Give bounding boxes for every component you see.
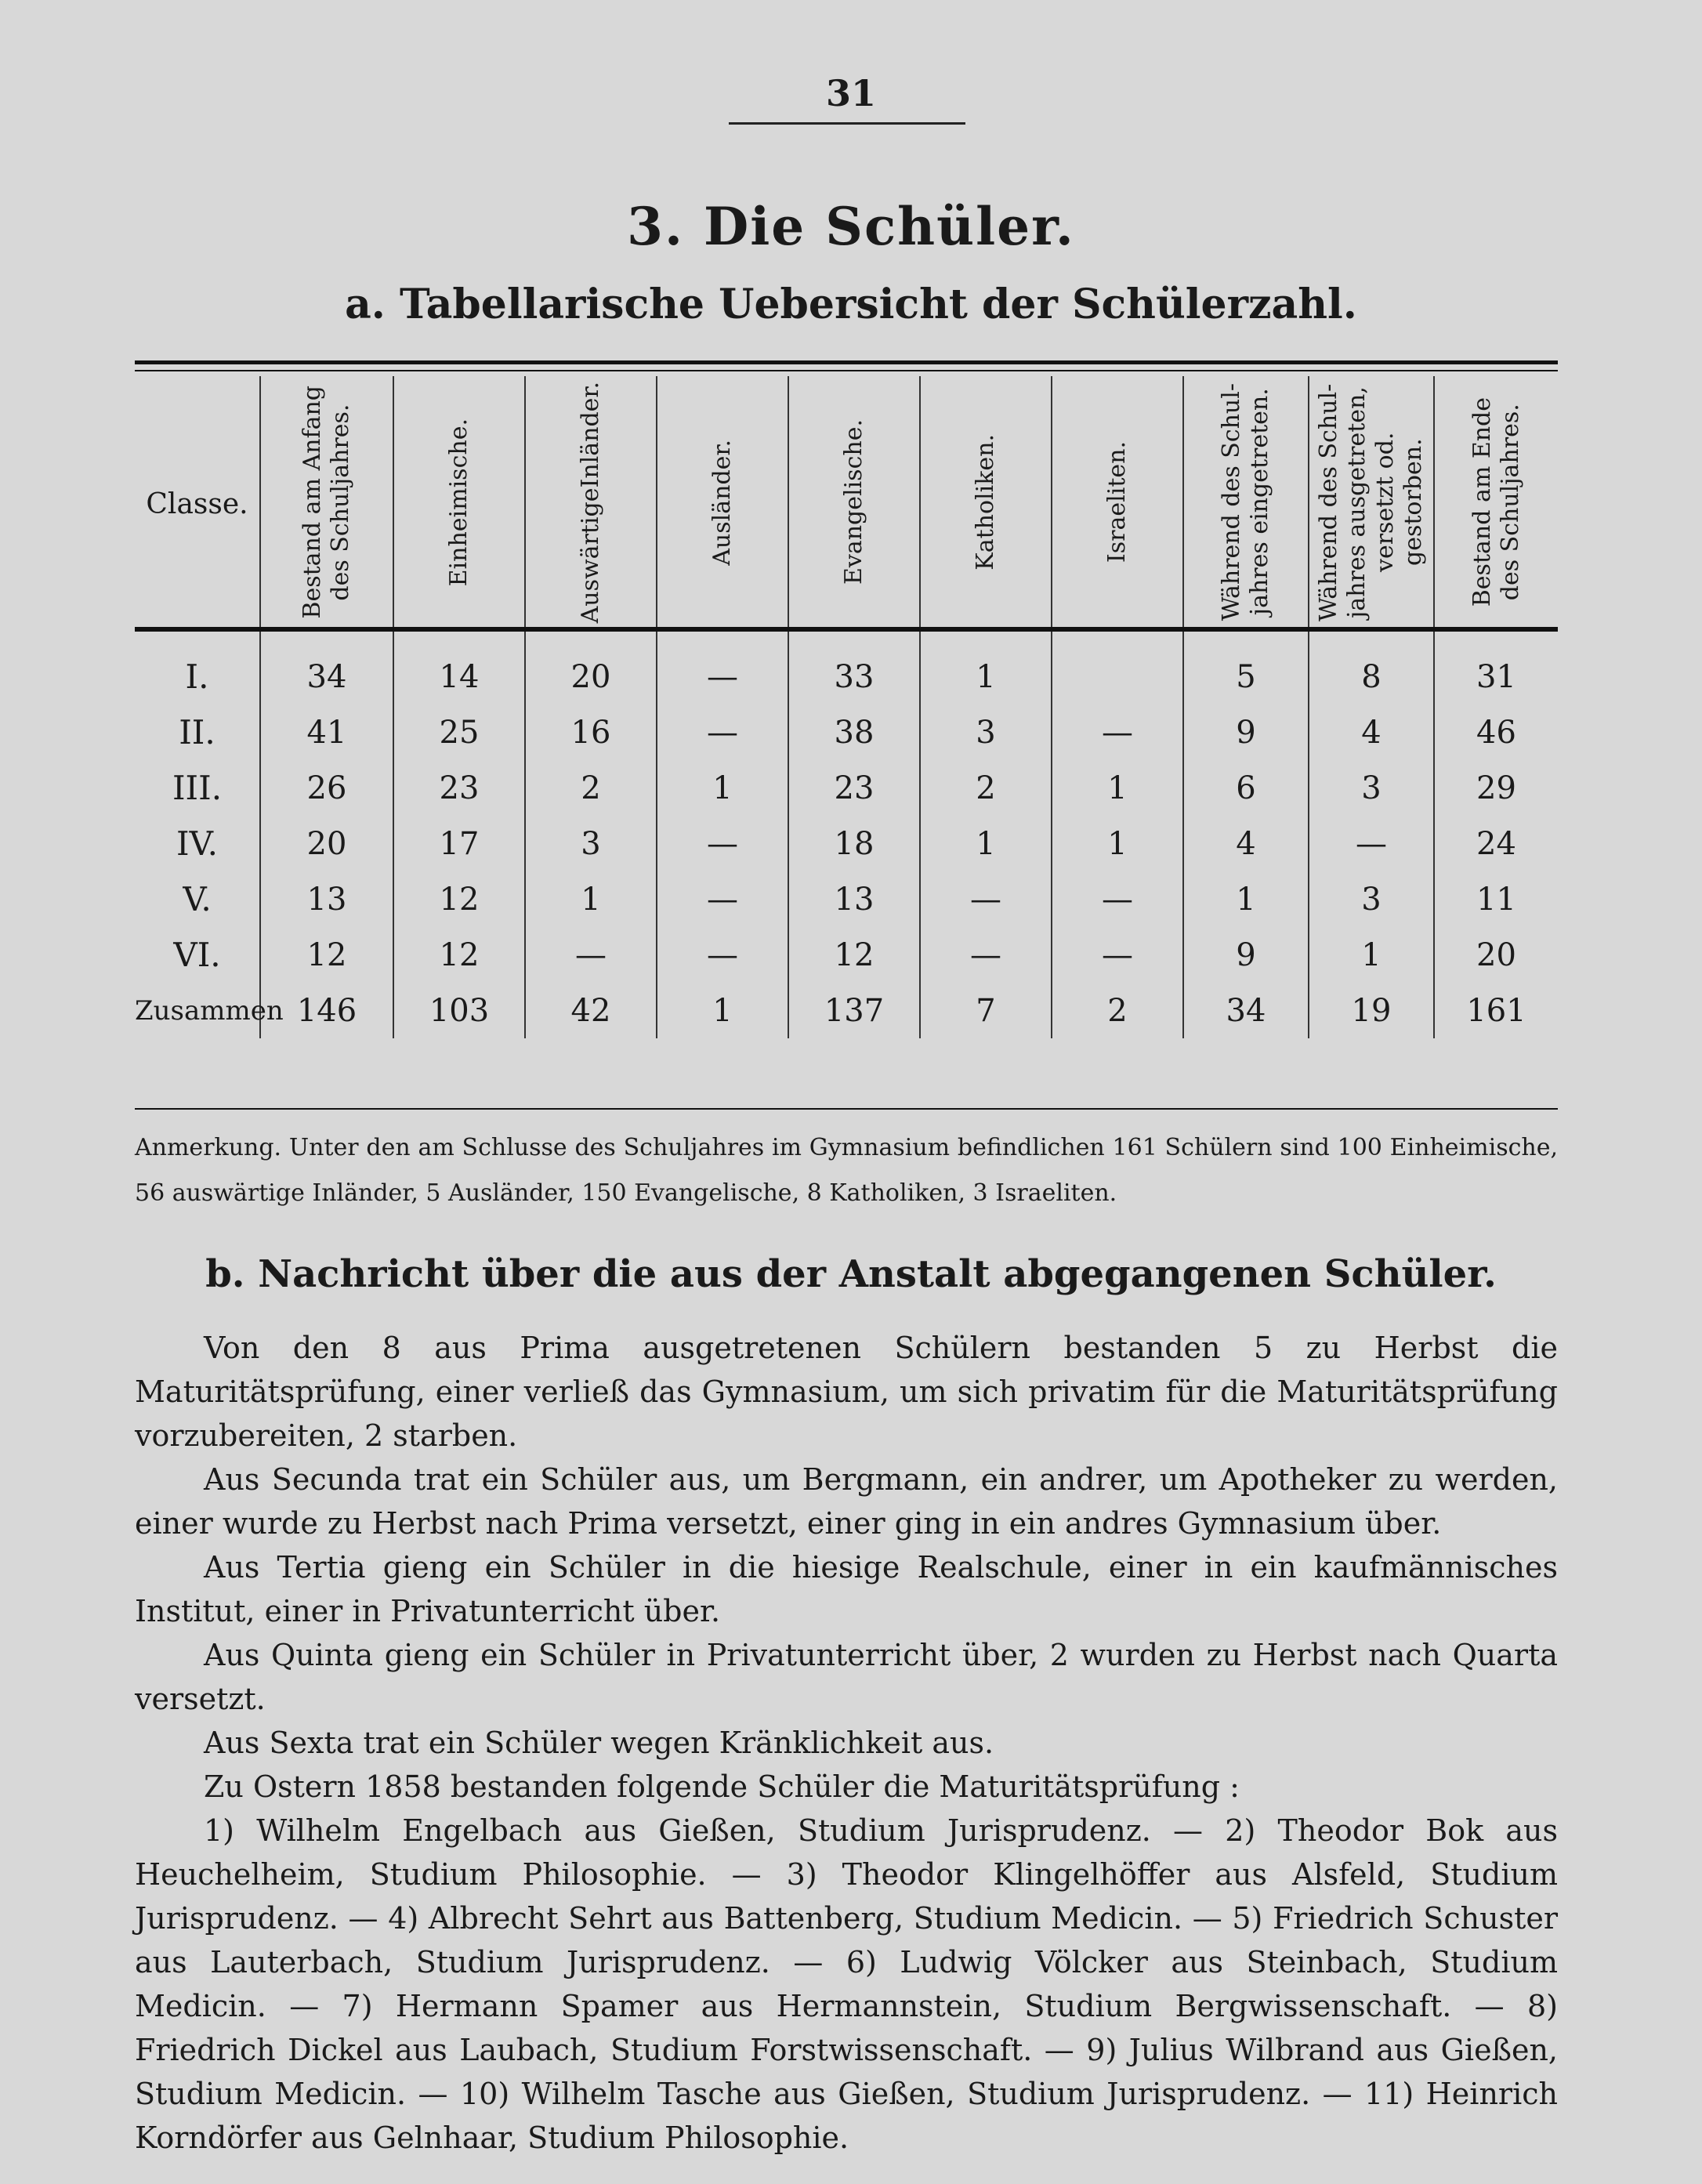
table-cell: 34 (260, 632, 393, 704)
table-cell: 8 (1309, 632, 1434, 704)
table-cell: 161 (1434, 983, 1558, 1038)
table-row (135, 704, 1558, 760)
table-cell: 29 (1434, 760, 1558, 816)
section-title: 3. Die Schüler. (627, 196, 1075, 257)
paragraph: Aus Sexta trat ein Schüler wegen Kränklichkeit aus. (204, 1726, 994, 1760)
table-cell: — (657, 816, 788, 871)
table-cell: 137 (788, 983, 920, 1038)
table-cell: 26 (260, 760, 393, 816)
table-cell: — (920, 927, 1052, 983)
table-cell: 38 (788, 704, 920, 760)
table-cell: 1 (525, 871, 657, 927)
table-cell: 1 (920, 632, 1052, 704)
header-cell: Während des Schul- jahres eingetreten. (1183, 376, 1309, 632)
table-note: Anmerkung. Unter den am Schlusse des Schuljahres im Gymnasium befindlichen 161 Schülern sind 100 Einheimische, 56 auswärtige Inländer, 5 Ausländer, 150 Evangelische, 8 Katholiken, 3 Israeliten. (135, 1134, 1558, 1207)
table-cell: 1 (1183, 871, 1309, 927)
table-cell: 2 (1052, 983, 1183, 1038)
paragraph: 1) Wilhelm Engelbach aus Gießen, Studium Jurisprudenz. — 2) Theodor Bok aus Heuchelheim, Studium Philosophie. — 3) Theodor Klingelhöffer aus Alsfeld, Studium Jurisprudenz. — 4) Albrecht Sehrt aus Battenberg, Studium Medicin. — 5) Friedrich Schuster aus Lauterbach, Studium Jurisprudenz. — 6) Ludwig Völcker aus Steinbach, Studium Medicin. — 7) Hermann Spamer aus Hermannstein, Studium Bergwissenschaft. — 8) Friedrich Dickel aus Laubach, Studium Forstwissenschaft. — 9) Julius Wilbrand aus Gießen, Studium Medicin. — 10) Wilhelm Tasche aus Gießen, Studium Jurisprudenz. — 11) Heinrich Korndörfer aus Gelnhaar, Studium Philosophie. (135, 1813, 1558, 2155)
table-cell: 7 (920, 983, 1052, 1038)
paragraph: Aus Secunda trat ein Schüler aus, um Bergmann, ein andrer, um Apotheker zu werden, einer wurde zu Herbst nach Prima versetzt, einer ging in ein andres Gymnasium über. (135, 1462, 1558, 1541)
table-cell: 9 (1183, 704, 1309, 760)
table-cell (1052, 632, 1183, 704)
table-cell: 4 (1309, 704, 1434, 760)
table-cell: 103 (393, 983, 525, 1038)
header-cell: Bestand am Ende des Schuljahres. (1434, 376, 1558, 632)
table-cell: 1 (1052, 760, 1183, 816)
table-header-row (135, 376, 1558, 632)
subsection-b-title: b. Nachricht über die aus der Anstalt abgegangenen Schüler. (205, 1252, 1497, 1296)
table-cell: — (920, 871, 1052, 927)
table-cell: — (657, 704, 788, 760)
table-total-row (135, 983, 1558, 1038)
table-cell: 19 (1309, 983, 1434, 1038)
table-cell: — (657, 871, 788, 927)
table-cell: 17 (393, 816, 525, 871)
table-cell: 33 (788, 632, 920, 704)
table-cell: 4 (1183, 816, 1309, 871)
table-cell: 5 (1183, 632, 1309, 704)
table-cell: 31 (1434, 632, 1558, 704)
class-label-cell: VI. (173, 936, 221, 974)
paragraph: Aus Quinta gieng ein Schüler in Privatunterricht über, 2 wurden zu Herbst nach Quarta versetzt. (135, 1638, 1558, 1716)
header-cell: Während des Schul- jahres ausgetreten, versetzt od. gestorben. (1309, 376, 1434, 632)
table-row (135, 632, 1558, 704)
table-cell: 16 (525, 704, 657, 760)
table-cell: 146 (260, 983, 393, 1038)
table-cell: 24 (1434, 816, 1558, 871)
table-cell: 1 (657, 760, 788, 816)
table-cell: 18 (788, 816, 920, 871)
table-cell: 3 (1309, 760, 1434, 816)
page-number: 31 (825, 72, 876, 114)
class-label-cell: II. (179, 713, 215, 752)
header-cell: Evangelische. (788, 376, 920, 632)
header-cell: Katholiken. (920, 376, 1052, 632)
table-cell: 46 (1434, 704, 1558, 760)
table-cell: 23 (393, 760, 525, 816)
table-row (135, 760, 1558, 816)
table-cell: 12 (260, 927, 393, 983)
table-row (135, 871, 1558, 927)
table-body (135, 632, 1558, 1038)
table-cell: — (1052, 704, 1183, 760)
header-cell: Ausländer. (657, 376, 788, 632)
table-cell: 20 (525, 632, 657, 704)
table-cell: 14 (393, 632, 525, 704)
table-row (135, 816, 1558, 871)
table-cell: 20 (1434, 927, 1558, 983)
table-top-rule-thin (135, 370, 1558, 371)
table-cell: 23 (788, 760, 920, 816)
table-cell: 34 (1183, 983, 1309, 1038)
table-row (135, 927, 1558, 983)
table-cell: 1 (657, 983, 788, 1038)
table-cell: 42 (525, 983, 657, 1038)
class-label-cell: III. (172, 769, 223, 807)
table-cell: 3 (1309, 871, 1434, 927)
table-cell: 3 (920, 704, 1052, 760)
class-label-cell: Zusammen (135, 994, 284, 1027)
table-header-rule (135, 627, 1558, 632)
paragraph: Aus Tertia gieng ein Schüler in die hiesige Realschule, einer in ein kaufmännisches Institut, einer in Privatunterricht über. (135, 1550, 1558, 1628)
page-number-rule (729, 122, 965, 125)
table-bottom-rule (135, 1108, 1558, 1110)
class-label-cell: V. (183, 880, 212, 918)
header-cell: AuswärtigeInländer. (525, 376, 657, 632)
table-cell: 9 (1183, 927, 1309, 983)
table-cell: — (525, 927, 657, 983)
table-cell: 12 (393, 927, 525, 983)
header-cell: Israeliten. (1052, 376, 1183, 632)
table-cell: 25 (393, 704, 525, 760)
body-text (135, 1326, 1558, 2160)
subsection-a-title: a. Tabellarische Uebersicht der Schülerzahl. (345, 281, 1357, 328)
class-label-cell: IV. (176, 824, 218, 863)
table-cell: 1 (920, 816, 1052, 871)
table-cell: — (1052, 871, 1183, 927)
table-cell: 1 (1052, 816, 1183, 871)
table-cell: 11 (1434, 871, 1558, 927)
table-cell: — (657, 927, 788, 983)
table-cell: 12 (788, 927, 920, 983)
table-cell: 13 (260, 871, 393, 927)
table-cell: 41 (260, 704, 393, 760)
table-cell: 1 (1309, 927, 1434, 983)
table-cell: — (1052, 927, 1183, 983)
table-cell: — (657, 632, 788, 704)
student-count-table (135, 376, 1558, 1038)
table-cell: 3 (525, 816, 657, 871)
table-cell: — (1309, 816, 1434, 871)
table-cell: 13 (788, 871, 920, 927)
table-cell: 6 (1183, 760, 1309, 816)
table-top-rule (135, 360, 1558, 364)
class-label-cell: I. (185, 657, 209, 696)
table-cell: 2 (920, 760, 1052, 816)
paragraph: Zu Ostern 1858 bestanden folgende Schüler die Maturitätsprüfung : (204, 1769, 1240, 1804)
header-cell: Classe. (146, 487, 248, 520)
header-cell: Einheimische. (393, 376, 525, 632)
paragraph: Von den 8 aus Prima ausgetretenen Schülern bestanden 5 zu Herbst die Maturitätsprüfung, einer verließ das Gymnasium, um sich privatim für die Maturitätsprüfung vorzubereiten, 2 starben. (135, 1331, 1558, 1453)
table-cell: 2 (525, 760, 657, 816)
table-cell: 20 (260, 816, 393, 871)
header-cell: Bestand am Anfang des Schuljahres. (260, 376, 393, 632)
table-cell: 12 (393, 871, 525, 927)
